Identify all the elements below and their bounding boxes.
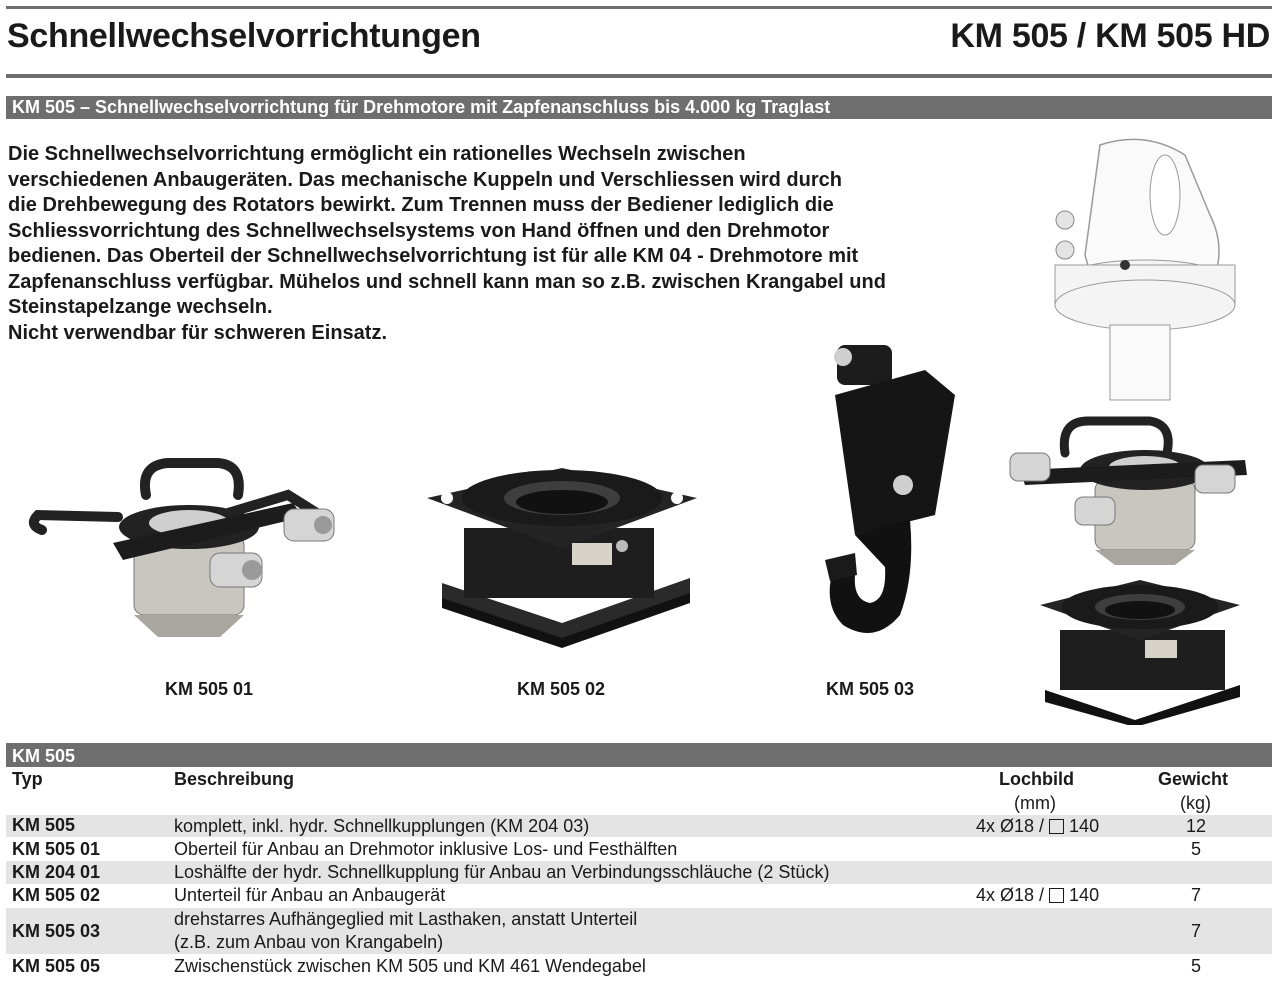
cell-lochbild: [976, 884, 1099, 907]
caption-km50503: KM 505 03: [826, 679, 915, 699]
page-title: Schnellwechselvorrichtungen: [7, 17, 481, 55]
cell-typ: KM 505 02: [12, 885, 101, 905]
product-image-km50502: [422, 458, 702, 648]
cell-typ: KM 505 05: [12, 956, 101, 976]
cell-gewicht: 7: [1190, 921, 1201, 941]
table-row: [6, 908, 1272, 954]
column-header-beschreibung: Beschreibung: [174, 769, 295, 789]
table-row: [6, 815, 1272, 837]
cell-beschreibung: Loshälfte der hydr. Schnellkupplung für Anbau an Verbindungsschläuche (2 Stück): [174, 862, 830, 882]
cell-gewicht: 12: [1185, 816, 1207, 836]
lochbild-size: 140: [1064, 885, 1100, 905]
intro-line: die Drehbewegung des Rotators bewirkt. Zum Trennen muss der Bediener lediglich die: [8, 194, 834, 216]
table-row: [6, 884, 1272, 907]
table-row: [6, 838, 1272, 860]
column-header-lochbild: Lochbild: [999, 769, 1074, 789]
cell-beschreibung-line1: drehstarres Aufhängeglied mit Lasthaken, anstatt Unterteil: [174, 909, 638, 929]
column-header-gewicht-unit: (kg): [1180, 793, 1211, 813]
product-image-km50503: [815, 335, 965, 645]
lochbild-size: 140: [1064, 816, 1100, 836]
square-symbol-icon: [1049, 888, 1064, 903]
cell-gewicht: 7: [1190, 885, 1201, 905]
cell-beschreibung: Unterteil für Anbau an Anbaugerät: [174, 885, 446, 905]
intro-paragraph: [8, 142, 1008, 346]
cell-typ: KM 505: [12, 815, 76, 835]
cell-typ: KM 204 01: [12, 862, 101, 882]
cell-beschreibung: Oberteil für Anbau an Drehmotor inklusive Los- und Festhälften: [174, 839, 678, 859]
column-header-gewicht: Gewicht: [1158, 769, 1229, 789]
cell-typ: KM 505 03: [12, 921, 101, 941]
table-row: [6, 955, 1272, 978]
table-row: [6, 861, 1272, 884]
lochbild-holes: 4x Ø18 /: [976, 816, 1050, 836]
product-code-title: KM 505 / KM 505 HD: [950, 17, 1270, 55]
product-image-km50501: [28, 455, 348, 650]
product-image-assembly: [1005, 135, 1255, 725]
intro-line: Zapfenanschluss verfügbar. Mühelos und schnell kann man so z.B. zwischen Krangabel und: [8, 270, 886, 293]
intro-line: Nicht verwendbar für schweren Einsatz.: [8, 321, 387, 344]
intro-line: Steinstapelzange wechseln.: [8, 296, 273, 318]
column-header-lochbild-unit: (mm): [1014, 793, 1056, 813]
square-symbol-icon: [1049, 819, 1064, 834]
intro-line: bedienen. Das Oberteil der Schnellwechselvorrichtung ist für alle KM 04 - Drehmotore mit: [8, 245, 859, 267]
caption-km50502: KM 505 02: [517, 679, 606, 699]
intro-line: verschiedenen Anbaugeräten. Das mechanische Kuppeln und Verschliessen wird durch: [8, 168, 842, 191]
section-title-bar: KM 505 – Schnellwechselvorrichtung für Drehmotore mit Zapfenanschluss bis 4.000 kg Traglast: [6, 96, 1272, 119]
intro-line: Schliessvorrichtung des Schnellwechselsystems von Hand öffnen und den Drehmotor: [8, 219, 830, 242]
cell-beschreibung: komplett, inkl. hydr. Schnellkupplungen (KM 204 03): [174, 816, 590, 836]
cell-gewicht: 5: [1190, 839, 1201, 859]
cell-gewicht: 5: [1190, 956, 1201, 976]
lochbild-holes: 4x Ø18 /: [976, 885, 1050, 905]
cell-beschreibung: Zwischenstück zwischen KM 505 und KM 461 Wendegabel: [174, 956, 646, 976]
caption-km50501: KM 505 01: [165, 679, 254, 699]
intro-line: Die Schnellwechselvorrichtung ermöglicht ein rationelles Wechseln zwischen: [8, 143, 746, 165]
cell-beschreibung-line2: (z.B. zum Anbau von Krangabeln): [174, 932, 444, 952]
header-top-rule: [6, 6, 1272, 9]
cell-typ: KM 505 01: [12, 839, 101, 859]
cell-lochbild: [976, 815, 1099, 837]
column-header-typ: Typ: [12, 769, 43, 789]
table-title-bar: KM 505: [6, 743, 1272, 767]
header-bottom-rule: [6, 74, 1272, 78]
